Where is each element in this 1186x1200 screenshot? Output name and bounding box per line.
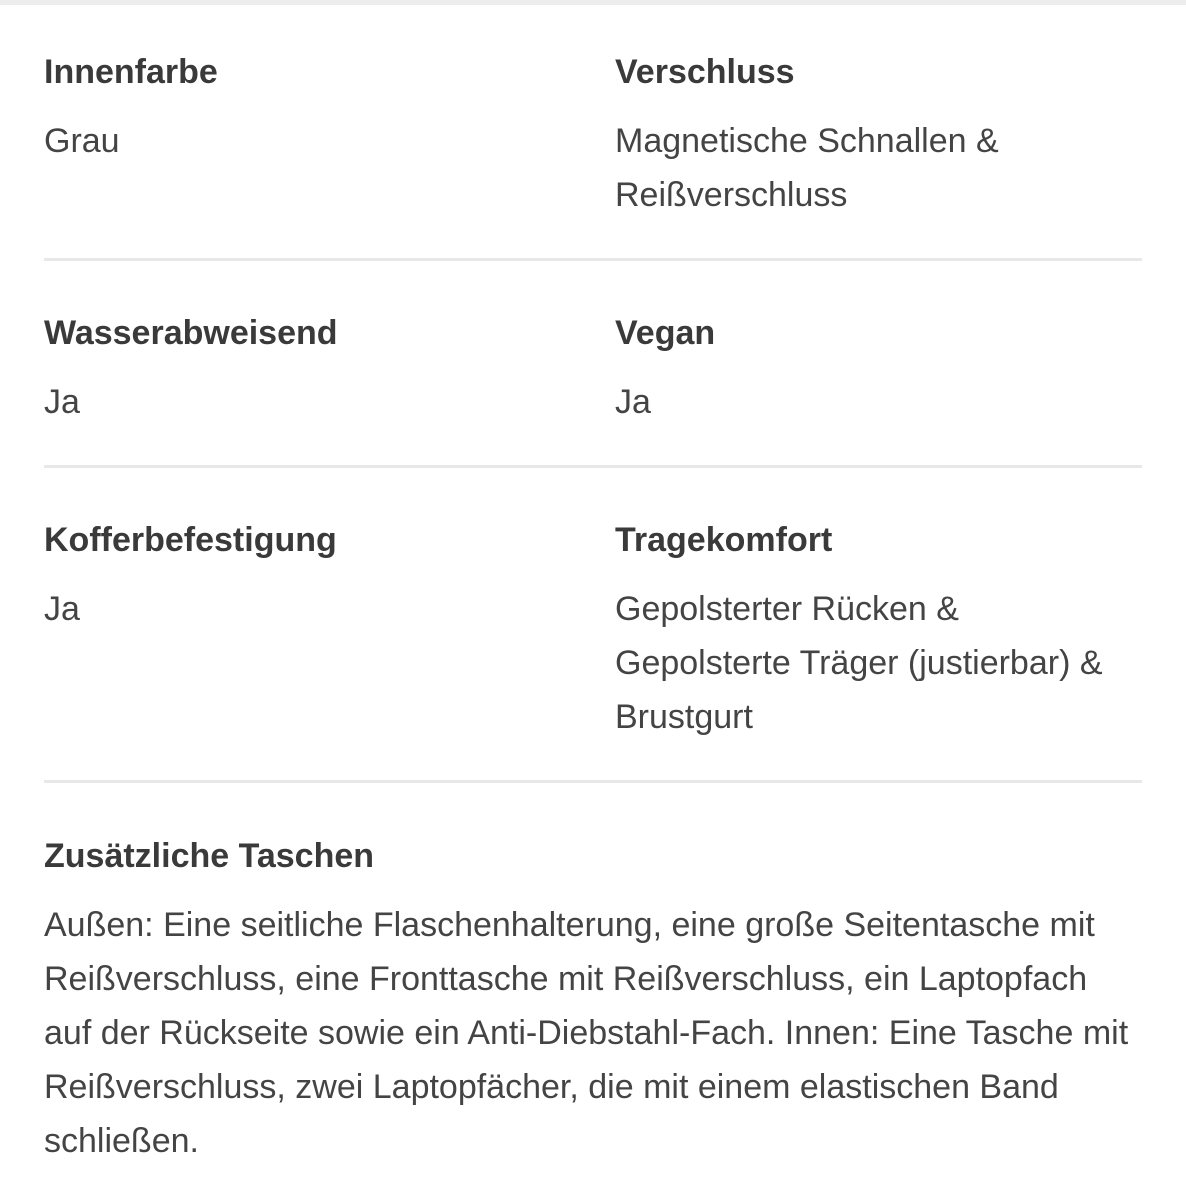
spec-value: Ja [44,383,80,421]
spec-verschluss [615,52,1142,222]
spec-value: Ja [44,590,80,628]
spec-label: Kofferbefestigung [44,521,337,559]
spec-vegan [615,313,1142,429]
spec-innenfarbe [44,52,584,168]
spec-wasserabweisend [44,313,584,429]
row-divider [44,465,1142,468]
spec-zusaetzliche-taschen [44,836,1142,1168]
spec-label: Wasserabweisend [44,314,338,352]
spec-label: Tragekomfort [615,521,833,559]
spec-label: Vegan [615,314,716,352]
spec-label: Verschluss [615,53,795,91]
row-divider [44,780,1142,783]
spec-value: Gepolsterter Rücken & Gepolsterte Träger (justierbar) & Brustgurt [615,590,1103,736]
spec-value: Magnetische Schnallen & Reißverschluss [615,122,999,214]
spec-kofferbefestigung [44,520,584,636]
spec-label: Innenfarbe [44,53,218,91]
spec-value: Außen: Eine seitliche Flaschenhalterung, eine große Seitentasche mit Reißverschluss, eine Fronttasche mit Reißverschluss, ein Laptopfach auf der Rückseite sowie ein Anti-Diebstahl-Fach. Innen: Eine Tasche mit Reißverschluss, zwei Laptopfächer, die mit einem elastischen Band schließen. [44,906,1129,1160]
row-divider [44,258,1142,261]
top-divider [0,0,1186,5]
spec-value: Grau [44,122,120,160]
spec-label: Zusätzliche Taschen [44,837,375,875]
spec-tragekomfort [615,520,1142,744]
spec-value: Ja [615,383,651,421]
